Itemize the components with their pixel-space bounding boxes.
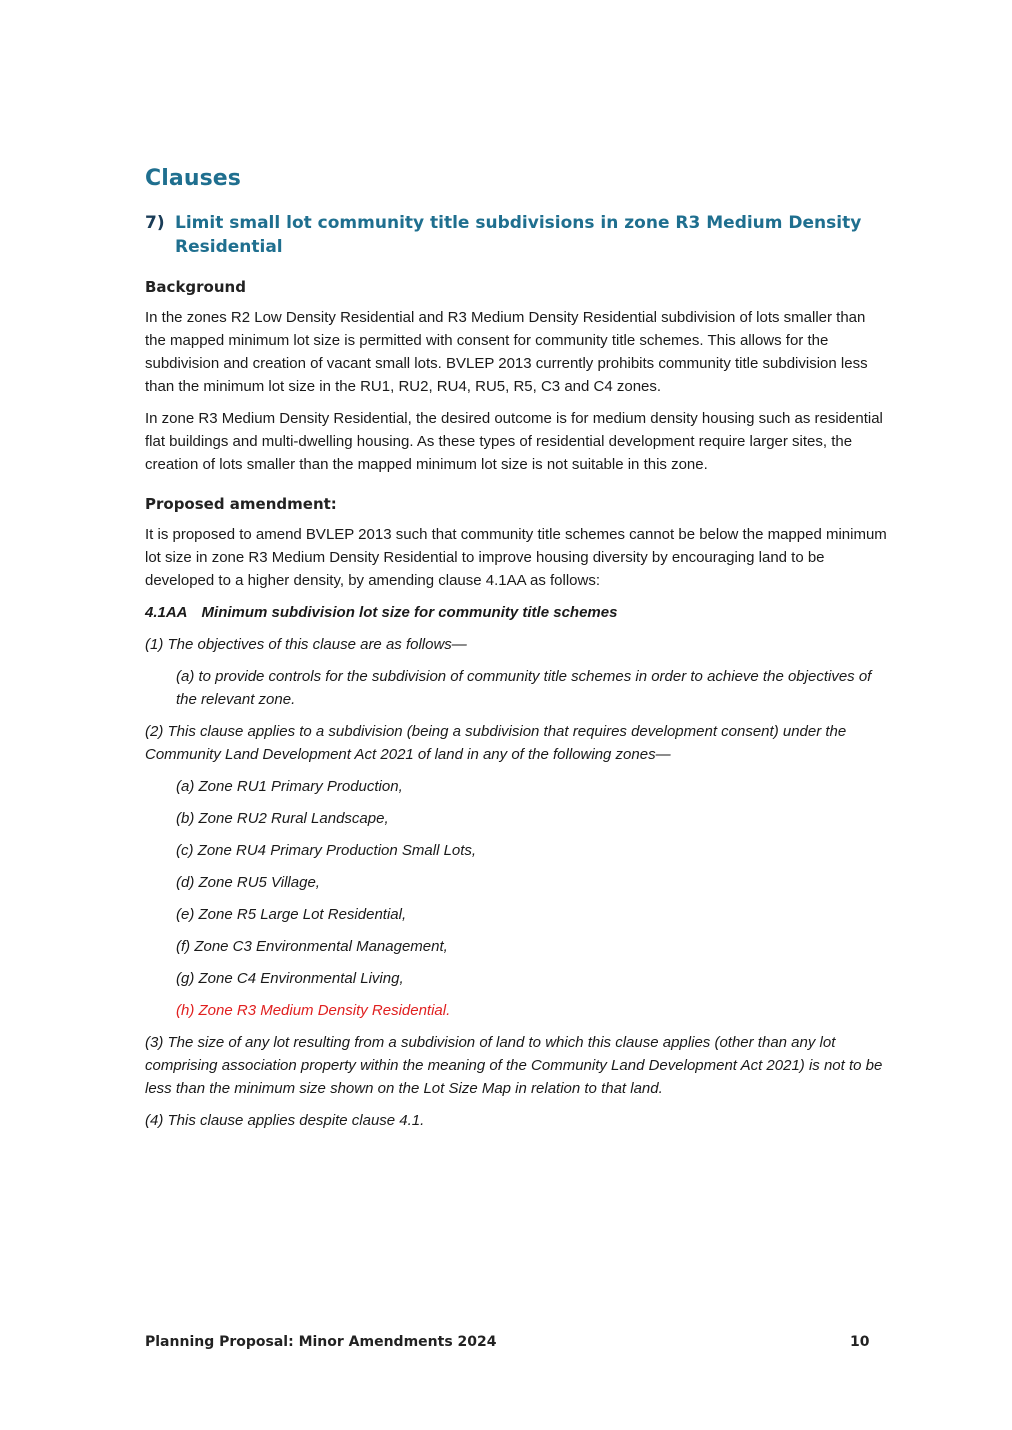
zone-list-item: (b) Zone RU2 Rural Landscape,	[176, 810, 389, 827]
page-number: 10	[850, 1334, 870, 1350]
background-paragraph-1: In the zones R2 Low Density Residential and R3 Medium Density Residential subdivision of lots smaller than the mapped minimum lot size is permitted with consent for community title schemes. This allows for the subdivision and creation of vacant small lots. BVLEP 2013 currently prohibits community title subdivision less than the minimum lot size in the RU1, RU2, RU4, RU5, R5, C3 and C4 zones.	[145, 309, 868, 395]
clause-item-1a: (a) to provide controls for the subdivision of community title schemes in order to achieve the objectives of the relevant zone.	[176, 668, 872, 708]
background-paragraph-2: In zone R3 Medium Density Residential, the desired outcome is for medium density housing such as residential flat buildings and multi-dwelling housing. As these types of residential development require larger sites, the creation of lots smaller than the mapped minimum lot size is not suitable in this zone.	[145, 410, 883, 473]
subsection-heading	[145, 211, 890, 259]
section-title: Clauses	[145, 166, 242, 191]
subsection-title: Limit small lot community title subdivisions in zone R3 Medium Density Residential	[175, 213, 862, 257]
zone-list-item: (a) Zone RU1 Primary Production,	[176, 778, 403, 795]
subsection-number: 7)	[145, 213, 165, 233]
clause-title	[145, 601, 890, 624]
clause-item-2: (2) This clause applies to a subdivision (being a subdivision that requires development consent) under the Community Land Development Act 2021 of land in any of the following zones—	[145, 723, 847, 763]
page-content	[145, 166, 890, 1141]
zone-list-item: (e) Zone R5 Large Lot Residential,	[176, 906, 407, 923]
zone-list-item: (d) Zone RU5 Village,	[176, 874, 320, 891]
zone-list-item-added: (h) Zone R3 Medium Density Residential.	[176, 1002, 451, 1019]
proposed-amendment-paragraph: It is proposed to amend BVLEP 2013 such that community title schemes cannot be below the mapped minimum lot size in zone R3 Medium Density Residential to improve housing diversity by encouraging land to be developed to a higher density, by amending clause 4.1AA as follows:	[145, 526, 887, 589]
zone-list-item: (f) Zone C3 Environmental Management,	[176, 938, 448, 955]
clause-number: 4.1AA	[145, 604, 188, 621]
clause-item-3: (3) The size of any lot resulting from a subdivision of land to which this clause applies (other than any lot comprising association property within the meaning of the Community Land Development Act 2021) is not to be less than the minimum size shown on the Lot Size Map in relation to that land.	[145, 1034, 883, 1097]
background-heading: Background	[145, 278, 246, 296]
clause-item-4: (4) This clause applies despite clause 4.1.	[145, 1112, 425, 1129]
proposed-amendment-heading: Proposed amendment:	[145, 495, 337, 513]
clause-heading-text: Minimum subdivision lot size for community title schemes	[201, 604, 618, 621]
clause-item-1: (1) The objectives of this clause are as follows—	[145, 636, 467, 653]
zone-list-item: (c) Zone RU4 Primary Production Small Lots,	[176, 842, 477, 859]
footer-title: Planning Proposal: Minor Amendments 2024	[145, 1334, 497, 1350]
zone-list-item: (g) Zone C4 Environmental Living,	[176, 970, 404, 987]
